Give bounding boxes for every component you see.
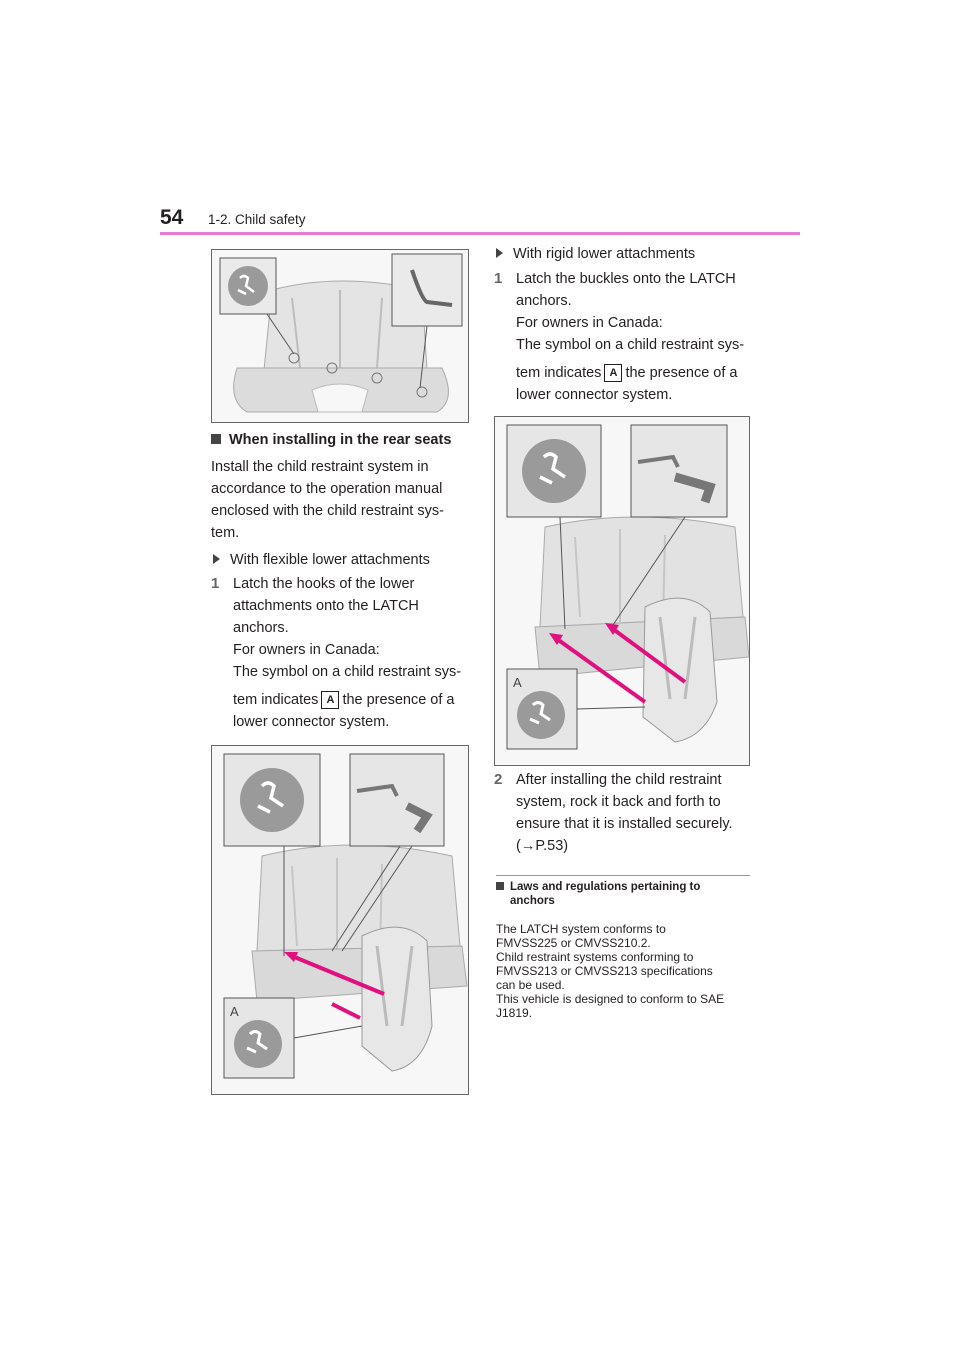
square-bullet-icon — [496, 882, 504, 890]
callout-badge-a: A — [321, 691, 339, 709]
flexible-attachments-subheading: With flexible lower attachments — [213, 549, 430, 571]
section-title: 1-2. Child safety — [208, 212, 306, 227]
triangle-bullet-icon — [213, 554, 220, 564]
svg-text:A: A — [230, 1004, 239, 1019]
page-number: 54 — [160, 206, 184, 229]
header-rule — [160, 232, 800, 235]
note-body: The LATCH system conforms to FMVSS225 or CMVSS210.2. Child restraint systems conforming to FMVSS213 or CMVSS213 specifications can be used. This vehicle is designed to conform to SAE J1819. — [496, 922, 725, 1020]
triangle-bullet-icon — [496, 248, 503, 258]
callout-badge-a: A — [604, 364, 622, 382]
install-paragraph: Install the child restraint system in accordance to the operation manual enclosed with the child restraint sys- tem. — [211, 459, 444, 541]
figure-rigid-attachments — [494, 416, 750, 766]
note-divider — [496, 875, 750, 876]
step-number: 1 — [494, 270, 503, 287]
svg-text:A: A — [513, 675, 522, 690]
section-heading: When installing in the rear seats — [211, 432, 451, 448]
rigid-attachments-subheading: With rigid lower attachments — [496, 243, 695, 265]
step-number: 2 — [494, 771, 503, 788]
figure-flexible-attachments — [211, 745, 469, 1095]
right-step-1: 1 Latch the buckles onto the LATCH anchors. For owners in Canada: The symbol on a child restraint sys- tem indicates A the presence of a lower connector system. — [494, 270, 745, 403]
square-bullet-icon — [211, 434, 221, 444]
left-step-1: 1 Latch the hooks of the lower attachments onto the LATCH anchors. For owners in Canada: The symbol on a child restraint sys- tem indicates A the presence of a lower connector system. — [211, 575, 462, 730]
figure-rear-seat-anchors — [211, 249, 469, 423]
right-step-2: 2 After installing the child restraint system, rock it back and forth to ensure that it is installed securely. (→P.53) — [494, 769, 778, 857]
step-number: 1 — [211, 575, 220, 592]
note-heading: Laws and regulations pertaining to anchors — [496, 880, 750, 908]
page-reference: (→P.53) — [516, 838, 569, 854]
